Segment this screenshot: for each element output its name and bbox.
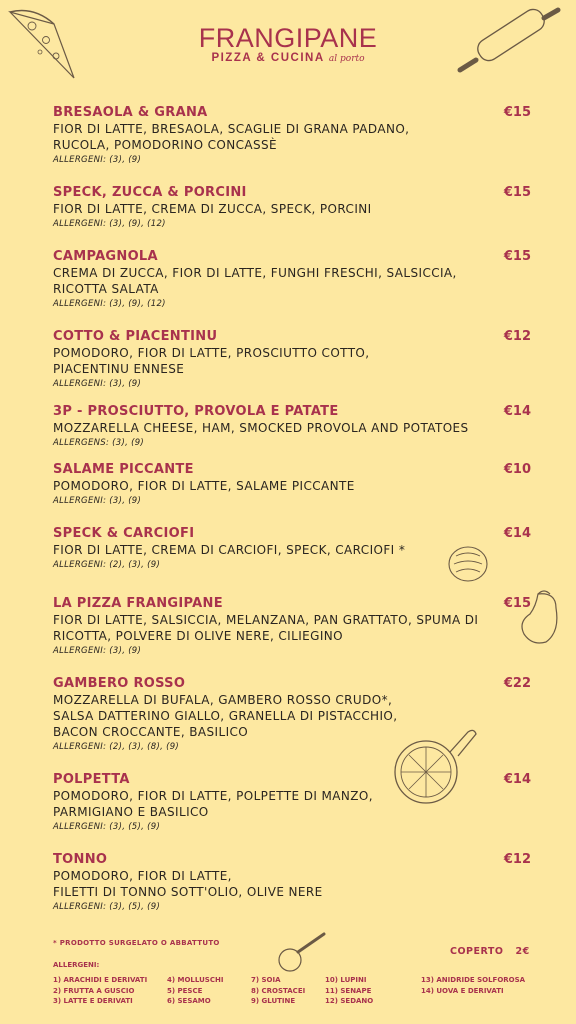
item-name: GAMBERO ROSSO xyxy=(53,676,186,691)
pizza-cutter-icon xyxy=(276,930,330,974)
tagline-text: PIZZA & CUCINA xyxy=(211,52,325,64)
item-price: €15 xyxy=(503,249,531,264)
menu-item xyxy=(53,462,531,506)
allergen-entry: 4) MOLLUSCHI xyxy=(167,976,224,984)
item-description: CREMA DI ZUCCA, FIOR DI LATTE, FUNGHI FRESCHI, SALSICCIA, RICOTTA SALATA xyxy=(53,266,457,296)
allergen-entry: 5) PESCE xyxy=(167,986,203,995)
menu-item xyxy=(53,185,531,229)
item-allergens: ALLERGENI: (2), (3), (8), (9) xyxy=(53,742,180,752)
menu-item xyxy=(53,676,531,752)
allergen-entry: 8) CROSTACEI xyxy=(251,986,306,995)
item-name: SPECK & CARCIOFI xyxy=(53,526,195,541)
allergen-entry: 14) UOVA E DERIVATI xyxy=(421,986,504,995)
item-description: FIOR DI LATTE, BRESAOLA, SCAGLIE DI GRANA PADANO, RUCOLA, POMODORINO CONCASSÈ xyxy=(53,122,410,152)
allergen-entry: 11) SENAPE xyxy=(325,986,372,995)
pizza-slice-icon xyxy=(4,4,76,80)
item-description: FIOR DI LATTE, CREMA DI CARCIOFI, SPECK, CARCIOFI * xyxy=(53,543,406,557)
item-price: €12 xyxy=(503,329,531,344)
tagline-script: al porto xyxy=(328,54,365,64)
item-name: LA PIZZA FRANGIPANE xyxy=(53,596,223,611)
item-price: €10 xyxy=(503,462,531,477)
item-price: €15 xyxy=(503,596,531,611)
item-description: FIOR DI LATTE, CREMA DI ZUCCA, SPECK, PORCINI xyxy=(53,202,372,216)
item-name: POLPETTA xyxy=(53,772,130,787)
menu-item xyxy=(53,404,531,448)
allergen-entry: 10) LUPINI xyxy=(325,976,367,984)
item-name: CAMPAGNOLA xyxy=(53,249,158,264)
item-price: €14 xyxy=(503,526,531,541)
brand-name: FRANGIPANE xyxy=(198,23,378,53)
menu-item xyxy=(53,596,531,656)
item-price: €14 xyxy=(503,404,531,419)
item-allergens: ALLERGENI: (3), (9) xyxy=(53,496,142,506)
menu-item xyxy=(53,772,531,832)
item-description: POMODORO, FIOR DI LATTE, POLPETTE DI MANZO, PARMIGIANO E BASILICO xyxy=(53,789,373,819)
allergen-legend-column xyxy=(167,975,223,1007)
allergen-entry: 13) ANIDRIDE SOLFOROSA xyxy=(421,976,526,984)
menu-item xyxy=(53,852,531,912)
item-name: SPECK, ZUCCA & PORCINI xyxy=(53,185,247,200)
rolling-pin-icon xyxy=(452,6,564,78)
menu-item xyxy=(53,526,531,570)
allergen-legend-column xyxy=(421,975,525,996)
item-description: POMODORO, FIOR DI LATTE, FILETTI DI TONNO SOTT'OLIO, OLIVE NERE xyxy=(53,869,323,899)
allergen-legend-title: ALLERGENI: xyxy=(53,961,100,969)
allergen-entry: 12) SEDANO xyxy=(325,997,374,1005)
item-price: €15 xyxy=(503,105,531,120)
item-name: TONNO xyxy=(53,852,108,867)
item-description: MOZZARELLA CHEESE, HAM, SMOCKED PROVOLA AND POTATOES xyxy=(53,421,469,435)
item-name: SALAME PICCANTE xyxy=(53,462,194,477)
item-allergens: ALLERGENI: (3), (9) xyxy=(53,379,142,389)
allergen-legend-column xyxy=(251,975,305,1007)
allergen-legend-column xyxy=(325,975,373,1007)
item-allergens: ALLERGENI: (3), (9) xyxy=(53,646,142,656)
item-allergens: ALLERGENI: (3), (5), (9) xyxy=(53,902,161,912)
item-allergens: ALLERGENS: (3), (9) xyxy=(53,438,145,448)
item-name: BRESAOLA & GRANA xyxy=(53,105,208,120)
item-allergens: ALLERGENI: (3), (9), (12) xyxy=(53,219,166,229)
allergen-entry: 7) SOIA xyxy=(251,976,281,984)
cover-charge-label: COPERTO xyxy=(450,946,504,957)
cover-charge-price: 2€ xyxy=(515,946,530,957)
allergen-entry: 1) ARACHIDI E DERIVATI xyxy=(53,976,148,984)
allergen-entry: 6) SESAMO xyxy=(167,997,211,1005)
item-name: COTTO & PIACENTINU xyxy=(53,329,218,344)
item-description: POMODORO, FIOR DI LATTE, SALAME PICCANTE xyxy=(53,479,355,493)
menu-item xyxy=(53,105,531,165)
cover-charge xyxy=(450,946,530,957)
allergen-entry: 3) LATTE E DERIVATI xyxy=(53,997,133,1005)
item-description: FIOR DI LATTE, SALSICCIA, MELANZANA, PAN GRATTATO, SPUMA DI RICOTTA, POLVERE DI OLIVE NERE, CILIEGINO xyxy=(53,613,479,643)
item-allergens: ALLERGENI: (3), (5), (9) xyxy=(53,822,161,832)
item-price: €12 xyxy=(503,852,531,867)
allergen-entry: 2) FRUTTA A GUSCIO xyxy=(53,986,135,995)
item-price: €14 xyxy=(503,772,531,787)
menu-item xyxy=(53,329,531,389)
item-allergens: ALLERGENI: (3), (9) xyxy=(53,155,142,165)
menu-item xyxy=(53,249,531,309)
allergen-entry: 9) GLUTINE xyxy=(251,997,296,1005)
item-price: €15 xyxy=(503,185,531,200)
allergen-legend-column xyxy=(53,975,147,1007)
frozen-product-note: * PRODOTTO SURGELATO O ABBATTUTO xyxy=(53,939,220,947)
item-name: 3P - PROSCIUTTO, PROVOLA E PATATE xyxy=(53,404,339,419)
item-allergens: ALLERGENI: (3), (9), (12) xyxy=(53,299,166,309)
item-description: POMODORO, FIOR DI LATTE, PROSCIUTTO COTTO, PIACENTINU ENNESE xyxy=(53,346,370,376)
item-price: €22 xyxy=(503,676,531,691)
item-description: MOZZARELLA DI BUFALA, GAMBERO ROSSO CRUDO*, SALSA DATTERINO GIALLO, GRANELLA DI PISTACCHIO, BACON CROCCANTE, BASILICO xyxy=(53,693,398,739)
item-allergens: ALLERGENI: (2), (3), (9) xyxy=(53,560,161,570)
